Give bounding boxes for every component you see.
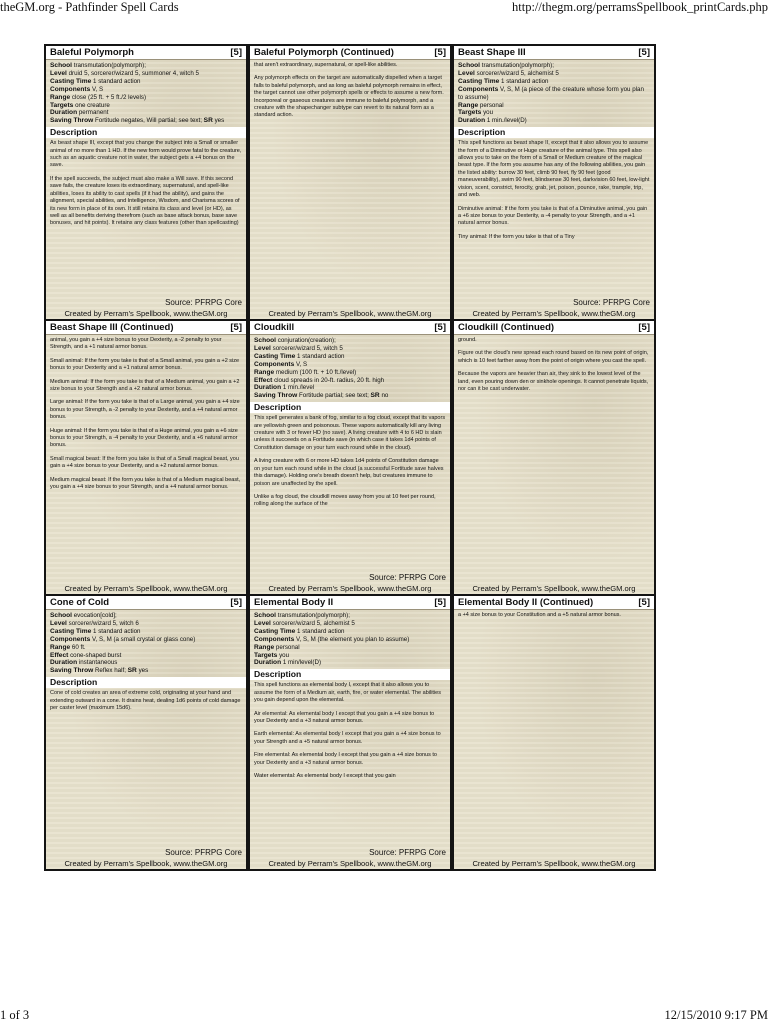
card-body xyxy=(454,335,654,393)
description-heading: Description xyxy=(250,669,450,680)
stat-label: Duration xyxy=(50,659,78,667)
stat-label: Range xyxy=(254,368,275,376)
card-credit: Created by Perram's Spellbook, www.theGM.org xyxy=(268,309,432,318)
card-rank: [5] xyxy=(638,597,650,608)
stat-value: 1 min./level xyxy=(282,384,315,392)
card-title: Elemental Body II (Continued) xyxy=(458,597,594,608)
card-title: Cloudkill (Continued) xyxy=(458,322,555,333)
stat-components xyxy=(50,636,242,644)
spell-card xyxy=(250,321,450,594)
stat-value: sorcerer/wizard 5, alchemist 5 xyxy=(272,619,355,627)
stat-value: yes xyxy=(138,667,149,675)
stat-label: Duration xyxy=(254,384,282,392)
stat-label: School xyxy=(254,337,276,344)
card-header xyxy=(46,46,246,60)
description-paragraph: This spell functions as elemental body I, except that it also allows you to assume the form of a Medium air, earth, fire, or water elemental. The abilities you gain depend upon the elemental. xyxy=(254,682,441,704)
card-rank: [5] xyxy=(230,597,242,608)
card-rank: [5] xyxy=(434,47,446,58)
stat-components xyxy=(254,636,446,644)
page-title: theGM.org - Pathfinder Spell Cards xyxy=(0,0,179,14)
stat-label: School xyxy=(458,62,480,69)
stat-label: Duration xyxy=(254,659,282,667)
stat-label: School xyxy=(50,612,72,619)
stat-duration xyxy=(458,117,650,125)
stat-targets xyxy=(254,652,446,660)
description-paragraph: Any polymorph effects on the target are automatically dispelled when a target falls to baleful polymorph, and as long as baleful polymorph remains in effect, the target cannot use other polymorph spells or effects to assume a new form. Incorporeal or gaseous creatures are immune to baleful polymorph, and a creature with the shapechanger subtype can revert to its natural form as a standard action. xyxy=(254,75,444,119)
card-header xyxy=(454,321,654,335)
page-url: http://thegm.org/perramsSpellbook_printCards.php xyxy=(512,0,768,14)
stat-value: one creature xyxy=(75,101,110,109)
card-rank: [5] xyxy=(230,322,242,333)
stat-range xyxy=(458,102,650,110)
stat-label: Components xyxy=(458,85,499,93)
stat-saving-throw xyxy=(50,117,242,125)
stat-label: Targets xyxy=(254,651,278,659)
spell-description xyxy=(458,140,650,241)
stat-label: School xyxy=(254,612,276,619)
stat-components xyxy=(254,361,446,369)
stat-value: medium (100 ft. + 10 ft./level) xyxy=(275,368,357,376)
description-paragraph: Large animal: If the form you take is that of a Large animal, you gain a +4 size bonus to your Strength, a -2 penalty to your Dexterity, and a +4 natural armor bonus. xyxy=(50,399,240,421)
card-credit: Created by Perram's Spellbook, www.theGM.org xyxy=(472,584,636,593)
card-source: Source: PFRPG Core xyxy=(369,848,446,857)
card-source: Source: PFRPG Core xyxy=(573,298,650,307)
card-rank: [5] xyxy=(434,597,446,608)
stat-label: Casting Time xyxy=(254,627,296,635)
stat-range xyxy=(50,94,242,102)
card-header xyxy=(454,46,654,60)
stat-level xyxy=(50,620,242,628)
stat-label: Range xyxy=(50,643,71,651)
description-heading: Description xyxy=(454,127,654,138)
stat-value: druid 5, sorcerer/wizard 5, summoner 4, witch 5 xyxy=(68,69,199,77)
stat-value: transmutation(polymorph); xyxy=(73,62,146,69)
stat-value: conjuration(creation); xyxy=(277,337,336,344)
stat-value: personal xyxy=(479,101,504,109)
stat-label: Casting Time xyxy=(50,627,92,635)
card-body xyxy=(250,60,450,120)
card-title: Beast Shape III xyxy=(458,47,526,58)
spell-description xyxy=(50,690,242,712)
card-credit: Created by Perram's Spellbook, www.theGM.org xyxy=(64,584,228,593)
card-header xyxy=(250,321,450,335)
stat-value: V, S xyxy=(92,85,104,93)
stat-label: School xyxy=(50,62,72,69)
stat-label: Effect xyxy=(50,651,69,659)
stat-value: 1 min./level(D) xyxy=(486,117,527,125)
stat-value: instantaneous xyxy=(78,659,118,667)
stat-range xyxy=(254,369,446,377)
spell-description xyxy=(458,337,650,393)
stat-effect xyxy=(50,652,242,660)
stat-label: Range xyxy=(50,93,71,101)
stat-label: Range xyxy=(458,101,479,109)
card-header xyxy=(46,321,246,335)
stat-school xyxy=(254,612,446,620)
stat-value: transmutation(polymorph); xyxy=(277,612,350,619)
stat-level xyxy=(458,70,650,78)
description-paragraph: A living creature with 6 or more HD takes 1d4 points of Constitution damage on your turn each round while in the cloud (a successful Fortitude save halves this damage). Holding one's breath doesn't help, but creatures immune to poison are unaffected by the spell. xyxy=(254,458,444,487)
description-paragraph: Figure out the cloud's new spread each round based on its new point of origin, which is 10 feet farther away from the point of origin where you cast the spell. xyxy=(458,350,649,364)
stat-label: Casting Time xyxy=(254,352,296,360)
description-paragraph: This spell functions as beast shape II, except that it also allows you to assume the form of a Diminutive or Huge creature of the animal type. This spell also allows you to take on the form of a Small or Medium creature of the magical beast type. If the form you assume has any of the following abilities, you gain the listed ability: burrow 30 feet, climb 90 feet, fly 90 feet (good maneuverability), swim 90 feet, blindsense 30 feet, darkvision 60 feet, low-light vision, scent, constrict, ferocity, grab, jet, poison, pounce, rake, trample, trip, and web. xyxy=(458,140,650,199)
stat-value: cone-shaped burst xyxy=(70,651,122,659)
spell-description xyxy=(254,62,446,120)
stat-value: you xyxy=(483,109,494,117)
spell-card xyxy=(454,46,654,319)
stat-casting-time xyxy=(50,78,242,86)
stat-label: Components xyxy=(50,85,91,93)
spell-stats xyxy=(50,62,242,125)
description-paragraph: Diminutive animal: If the form you take is that of a Diminutive animal, you gain a +6 size bonus to your Dexterity, a -4 penalty to your Strength, and a +1 natural armor bonus. xyxy=(458,205,648,227)
stat-components xyxy=(50,86,242,94)
card-body xyxy=(46,60,246,228)
stat-value: close (25 ft. + 5 ft./2 levels) xyxy=(71,93,147,101)
card-header xyxy=(250,596,450,610)
description-paragraph: Fire elemental: As elemental body I except that you gain a +4 size bonus to your Dexterity and a +3 natural armor bonus. xyxy=(254,752,437,766)
card-rank: [5] xyxy=(434,322,446,333)
stat-range xyxy=(50,644,242,652)
spell-card xyxy=(250,46,450,319)
stat-level xyxy=(254,345,446,353)
stat-value: 1 standard action xyxy=(501,77,549,85)
stat-duration xyxy=(50,659,242,667)
card-title: Baleful Polymorph xyxy=(50,47,134,58)
stat-label: Duration xyxy=(50,109,78,117)
spell-card xyxy=(46,596,246,869)
stat-targets xyxy=(50,102,242,110)
description-paragraph: animal, you gain a +4 size bonus to your Dexterity, a -2 penalty to your Strength, and a +1 natural armor bonus. xyxy=(50,337,222,351)
card-body xyxy=(454,610,654,619)
stat-value: you xyxy=(279,651,290,659)
spell-card xyxy=(46,321,246,594)
card-credit: Created by Perram's Spellbook, www.theGM.org xyxy=(472,309,636,318)
spell-stats xyxy=(50,612,242,675)
stat-duration xyxy=(254,659,446,667)
stat-label: Components xyxy=(254,360,295,368)
stat-label: Level xyxy=(254,344,271,352)
stat-label: Components xyxy=(50,635,91,643)
description-paragraph: This spell generates a bank of fog, similar to a fog cloud, except that its vapors are yellowish green and poisonous. These vapors automatically kill any living creature with 3 or fewer HD (no save). A living creature with 4 to 6 HD is slain unless it succeeds on a Fortitude save (in which case it takes 1d4 points of Constitution damage on your turn each round while in the cloud). xyxy=(254,415,446,451)
stat-label: Level xyxy=(50,619,67,627)
spell-description xyxy=(50,337,242,492)
stat-value: 1 standard action xyxy=(297,352,345,360)
stat-casting-time xyxy=(254,353,446,361)
description-paragraph: Because the vapors are heavier than air, they sink to the lowest level of the land, even pouring down den or sinkhole openings. It cannot penetrate liquids, nor can it be cast underwater. xyxy=(458,371,649,393)
description-paragraph: Unlike a fog cloud, the cloudkill moves away from you at 10 feet per round, rolling along the surface of the xyxy=(254,493,436,508)
stat-value: Fortitude partial; see text; xyxy=(298,392,369,400)
card-rank: [5] xyxy=(230,47,242,58)
stat-value: personal xyxy=(275,643,300,651)
card-source: Source: PFRPG Core xyxy=(369,573,446,582)
stat-label: Targets xyxy=(458,109,482,117)
stat-value: 1 standard action xyxy=(93,77,141,85)
stat-value: 1 standard action xyxy=(93,627,141,635)
card-rank: [5] xyxy=(638,47,650,58)
card-body xyxy=(250,610,450,780)
stat-level xyxy=(254,620,446,628)
card-title: Baleful Polymorph (Continued) xyxy=(254,47,394,58)
stat-value: V, S, M (a piece of the creature whose form you plan to assume) xyxy=(458,85,644,101)
stat-school xyxy=(50,612,242,620)
stat-value: no xyxy=(381,392,389,400)
stat-targets xyxy=(458,109,650,117)
description-paragraph: that aren't extraordinary, supernatural, or spell-like abilities. xyxy=(254,62,398,68)
card-header xyxy=(454,596,654,610)
stat-value: 1 standard action xyxy=(297,627,345,635)
stat-label: Range xyxy=(254,643,275,651)
spell-card xyxy=(46,46,246,319)
spell-description xyxy=(458,612,650,619)
description-paragraph: Water elemental: As elemental body I except that you gain xyxy=(254,773,396,779)
stat-label: Targets xyxy=(50,101,74,109)
stat-components xyxy=(458,86,650,102)
stat-level xyxy=(50,70,242,78)
card-credit: Created by Perram's Spellbook, www.theGM.org xyxy=(268,584,432,593)
card-body xyxy=(46,610,246,712)
spell-description xyxy=(254,682,446,780)
description-paragraph: Small magical beast: If the form you take is that of a Small magical beast, you gain a +4 size bonus to your Dexterity, and a +2 natural armor bonus. xyxy=(50,455,239,470)
stat-saving-throw xyxy=(50,667,242,675)
spell-card xyxy=(454,321,654,594)
stat-label: Casting Time xyxy=(458,77,500,85)
stat-value: sorcerer/wizard 5, witch 5 xyxy=(272,344,343,352)
stat-school xyxy=(458,62,650,70)
stat-value: V, S xyxy=(296,360,308,368)
stat-duration xyxy=(254,384,446,392)
spell-card-grid xyxy=(44,44,656,871)
stat-school xyxy=(50,62,242,70)
card-credit: Created by Perram's Spellbook, www.theGM.org xyxy=(64,309,228,318)
card-body xyxy=(454,60,654,241)
stat-label: Saving Throw xyxy=(254,392,298,400)
card-title: Cloudkill xyxy=(254,322,295,333)
stat-duration xyxy=(50,109,242,117)
description-paragraph: As beast shape III, except that you change the subject into a Small or smaller animal of no more than 1 HD. If the new form would prove fatal to the creature, such as an aquatic creature not in water, the subject gets a +4 bonus on the save. xyxy=(50,140,242,169)
stat-value: sorcerer/wizard 5, witch 6 xyxy=(68,619,139,627)
card-body xyxy=(46,335,246,492)
description-paragraph: Huge animal: If the form you take is that of a Huge animal, you gain a +6 size bonus to your Strength, a -4 penalty to your Dexterity, and a +6 natural armor bonus. xyxy=(50,427,238,449)
description-paragraph: a +4 size bonus to your Constitution and a +5 natural armor bonus. xyxy=(458,612,621,618)
stat-value: 1 min/level(D) xyxy=(282,659,322,667)
stat-label: Level xyxy=(458,69,475,77)
spell-stats xyxy=(458,62,650,125)
page-count: 1 of 3 xyxy=(0,1008,30,1022)
card-header xyxy=(46,596,246,610)
stat-label: Level xyxy=(254,619,271,627)
description-paragraph: ground. xyxy=(458,337,477,343)
stat-label: SR xyxy=(370,392,380,400)
stat-value: sorcerer/wizard 5, alchemist 5 xyxy=(476,69,559,77)
card-title: Elemental Body II xyxy=(254,597,334,608)
description-paragraph: If the spell succeeds, the subject must also make a Will save. If this second save fails, the creature loses its extraordinary, supernatural, and spell-like abilities, loses its ability to cast spells (if it had the ability), and gains the alignment, special abilities, and Intelligence, Wisdom, and Charisma scores of its new form in place of its own. It still retains its class and level (or HD), as well as all benefits deriving therefrom (such as base attack bonus, base save bonuses, and hit points). It retains any class features (other than spellcasting) xyxy=(50,175,240,227)
stat-value: V, S, M (the element you plan to assume) xyxy=(296,635,410,643)
description-heading: Description xyxy=(46,127,246,138)
stat-value: yes xyxy=(214,117,225,125)
card-body xyxy=(250,335,450,509)
card-credit: Created by Perram's Spellbook, www.theGM.org xyxy=(472,859,636,868)
stat-value: Fortitude negates, Will partial; see text; xyxy=(94,117,202,125)
stat-label: SR xyxy=(203,117,213,125)
stat-label: Casting Time xyxy=(50,77,92,85)
stat-school xyxy=(254,337,446,345)
stat-value: V, S, M (a small crystal or glass cone) xyxy=(92,635,196,643)
stat-value: transmutation(polymorph); xyxy=(481,62,554,69)
description-paragraph: Cone of cold creates an area of extreme cold, originating at your hand and extending outward in a cone. It drains heat, dealing 1d6 points of cold damage per caster level (maximum 15d6). xyxy=(50,690,241,712)
spell-card xyxy=(454,596,654,869)
card-title: Beast Shape III (Continued) xyxy=(50,322,174,333)
page-footer xyxy=(0,1008,768,1024)
stat-casting-time xyxy=(458,78,650,86)
stat-value: cloud spreads in 20-ft. radius, 20 ft. high xyxy=(274,376,385,384)
stat-label: Components xyxy=(254,635,295,643)
description-heading: Description xyxy=(250,402,450,413)
card-source: Source: PFRPG Core xyxy=(165,298,242,307)
spell-description xyxy=(50,140,242,227)
spell-description xyxy=(254,415,446,508)
card-title: Cone of Cold xyxy=(50,597,110,608)
spell-stats xyxy=(254,612,446,667)
stat-label: Saving Throw xyxy=(50,117,94,125)
card-credit: Created by Perram's Spellbook, www.theGM.org xyxy=(64,859,228,868)
description-paragraph: Medium animal: If the form you take is that of a Medium animal, you gain a +2 size bonus to your Strength and a +2 natural armor bonus. xyxy=(50,378,240,393)
card-credit: Created by Perram's Spellbook, www.theGM.org xyxy=(268,859,432,868)
description-paragraph: Medium magical beast: If the form you take is that of a Medium magical beast, you gain a +4 size bonus to your Strength, and a +4 natural armor bonus. xyxy=(50,476,241,491)
stat-casting-time xyxy=(50,628,242,636)
spell-stats xyxy=(254,337,446,400)
stat-value: 60 ft. xyxy=(71,643,86,651)
stat-label: Duration xyxy=(458,117,486,125)
card-source: Source: PFRPG Core xyxy=(165,848,242,857)
stat-label: Level xyxy=(50,69,67,77)
card-rank: [5] xyxy=(638,322,650,333)
stat-range xyxy=(254,644,446,652)
stat-value: Reflex half; xyxy=(94,667,126,675)
print-timestamp: 12/15/2010 9:17 PM xyxy=(664,1008,768,1022)
stat-saving-throw xyxy=(254,392,446,400)
stat-value: evocation[cold]; xyxy=(73,612,117,619)
stat-label: Effect xyxy=(254,376,273,384)
description-paragraph: Tiny animal: If the form you take is that of a Tiny xyxy=(458,233,575,240)
description-paragraph: Small animal: If the form you take is that of a Small animal, you gain a +2 size bonus to your Dexterity and a +1 natural armor bonus. xyxy=(50,357,240,372)
description-paragraph: Earth elemental: As elemental body I except that you gain a +4 size bonus to your Strength and a +5 natural armor bonus. xyxy=(254,731,441,745)
description-heading: Description xyxy=(46,677,246,688)
stat-label: Saving Throw xyxy=(50,667,94,675)
stat-casting-time xyxy=(254,628,446,636)
description-paragraph: Air elemental: As elemental body I except that you gain a +4 size bonus to your Dexterity and a +3 natural armor bonus. xyxy=(254,710,435,724)
stat-value: permanent xyxy=(78,109,109,117)
stat-effect xyxy=(254,377,446,385)
page-header xyxy=(0,0,768,16)
card-header xyxy=(250,46,450,60)
stat-label: SR xyxy=(127,667,137,675)
spell-card xyxy=(250,596,450,869)
